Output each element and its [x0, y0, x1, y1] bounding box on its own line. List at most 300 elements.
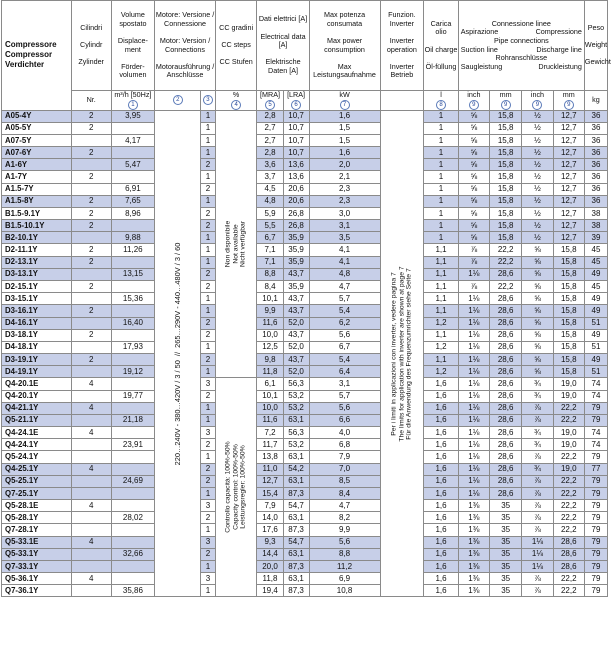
suction-inch-cell: ⅝: [458, 147, 489, 159]
weight-cell: 49: [584, 293, 607, 305]
suction-mm-cell: 35: [489, 500, 521, 512]
suction-inch-cell: 1⅛: [458, 341, 489, 353]
header-pipe-connections: Connessione linee Aspirazione Compressione Pipe connections Suction line Discharge line Rohranschlüsse Saugleistung Druckleistung: [458, 1, 584, 91]
mra-cell: 14,0: [257, 512, 283, 524]
mra-cell: 11,8: [257, 366, 283, 378]
suction-mm-cell: 28,6: [489, 268, 521, 280]
discharge-inch-cell: ⅞: [522, 500, 553, 512]
table-row: [2, 378, 608, 390]
weight-cell: 74: [584, 439, 607, 451]
discharge-mm-cell: 22,2: [553, 414, 584, 426]
volume-cell: 4,17: [111, 134, 155, 146]
power-cell: 5,4: [309, 305, 380, 317]
weight-cell: 79: [584, 512, 607, 524]
volume-cell: 16,40: [111, 317, 155, 329]
cylinders-cell: [71, 487, 111, 499]
power-cell: 2,3: [309, 183, 380, 195]
suction-inch-cell: 1⅛: [458, 317, 489, 329]
power-cell: 4,0: [309, 427, 380, 439]
discharge-mm-cell: 12,7: [553, 110, 584, 122]
discharge-inch-cell: ⅝: [522, 293, 553, 305]
unit-suction-inch: inch 9: [458, 91, 489, 111]
cylinders-cell: [71, 341, 111, 353]
discharge-inch-cell: 1⅛: [522, 548, 553, 560]
table-row: [2, 244, 608, 256]
model-cell: Q5-21.1Y: [2, 414, 72, 426]
suction-inch-cell: 1⅛: [458, 305, 489, 317]
discharge-inch-cell: ⅝: [522, 366, 553, 378]
motor-cell: 2: [201, 475, 216, 487]
cylinders-cell: 2: [71, 110, 111, 122]
suction-inch-cell: 1⅛: [458, 329, 489, 341]
discharge-inch-cell: ¾: [522, 463, 553, 475]
lra-cell: 52,0: [283, 366, 309, 378]
power-cell: 8,8: [309, 548, 380, 560]
power-cell: 3,1: [309, 378, 380, 390]
table-row: [2, 354, 608, 366]
suction-mm-cell: 22,2: [489, 281, 521, 293]
table-row: [2, 548, 608, 560]
motor-cell: 1: [201, 171, 216, 183]
table-row: [2, 390, 608, 402]
discharge-mm-cell: 12,7: [553, 171, 584, 183]
unit-motor-b: 3: [201, 91, 216, 111]
discharge-mm-cell: 15,8: [553, 305, 584, 317]
model-cell: D3-19.1Y: [2, 354, 72, 366]
power-cell: 1,5: [309, 134, 380, 146]
power-cell: 6,7: [309, 341, 380, 353]
cylinders-cell: [71, 183, 111, 195]
table-row: [2, 232, 608, 244]
discharge-inch-cell: ⅝: [522, 268, 553, 280]
suction-inch-cell: ⅞: [458, 281, 489, 293]
suction-inch-cell: 1⅜: [458, 512, 489, 524]
cylinders-cell: 2: [71, 147, 111, 159]
suction-mm-cell: 28,6: [489, 390, 521, 402]
discharge-mm-cell: 19,0: [553, 390, 584, 402]
mra-cell: 9,3: [257, 536, 283, 548]
suction-mm-cell: 35: [489, 560, 521, 572]
cylinders-cell: [71, 439, 111, 451]
oil-cell: 1,1: [424, 329, 458, 341]
volume-cell: [111, 524, 155, 536]
suction-inch-cell: 1⅛: [458, 463, 489, 475]
discharge-inch-cell: ¾: [522, 378, 553, 390]
motor-cell: 2: [201, 317, 216, 329]
cylinders-cell: 2: [71, 171, 111, 183]
motor-cell: 2: [201, 207, 216, 219]
discharge-mm-cell: 15,8: [553, 366, 584, 378]
power-cell: 6,2: [309, 317, 380, 329]
motor-cell: 1: [201, 293, 216, 305]
mra-cell: 11,6: [257, 317, 283, 329]
oil-cell: 1: [424, 134, 458, 146]
model-cell: Q4-20.1E: [2, 378, 72, 390]
cylinders-cell: 2: [71, 256, 111, 268]
volume-cell: 17,93: [111, 341, 155, 353]
mra-cell: 5,5: [257, 220, 283, 232]
weight-cell: 79: [584, 414, 607, 426]
discharge-inch-cell: ⅞: [522, 475, 553, 487]
model-cell: A07-5Y: [2, 134, 72, 146]
oil-cell: 1,6: [424, 560, 458, 572]
discharge-inch-cell: ⅞: [522, 524, 553, 536]
volume-cell: [111, 147, 155, 159]
volume-cell: [111, 378, 155, 390]
oil-cell: 1,2: [424, 341, 458, 353]
lra-cell: 53,2: [283, 390, 309, 402]
weight-cell: 45: [584, 256, 607, 268]
suction-inch-cell: 1⅛: [458, 427, 489, 439]
power-cell: 5,6: [309, 402, 380, 414]
suction-inch-cell: ⅝: [458, 110, 489, 122]
suction-inch-cell: 1⅛: [458, 390, 489, 402]
mra-cell: 17,6: [257, 524, 283, 536]
suction-mm-cell: 28,6: [489, 414, 521, 426]
discharge-mm-cell: 19,0: [553, 439, 584, 451]
lra-cell: 87,3: [283, 524, 309, 536]
power-cell: 10,8: [309, 585, 380, 597]
suction-mm-cell: 15,8: [489, 232, 521, 244]
model-cell: Q7-28.1Y: [2, 524, 72, 536]
discharge-mm-cell: 22,2: [553, 402, 584, 414]
model-cell: D3-16.1Y: [2, 305, 72, 317]
cylinders-cell: [71, 159, 111, 171]
weight-cell: 36: [584, 147, 607, 159]
unit-volume: m³/h [50Hz] 1: [111, 91, 155, 111]
suction-inch-cell: 1⅛: [458, 439, 489, 451]
power-cell: 6,8: [309, 439, 380, 451]
oil-cell: 1,6: [424, 585, 458, 597]
lra-cell: 54,7: [283, 536, 309, 548]
suction-inch-cell: 1⅜: [458, 524, 489, 536]
cylinders-cell: 4: [71, 463, 111, 475]
discharge-mm-cell: 15,8: [553, 317, 584, 329]
motor-cell: 2: [201, 463, 216, 475]
table-row: [2, 500, 608, 512]
discharge-mm-cell: 28,6: [553, 560, 584, 572]
mra-cell: 12,7: [257, 475, 283, 487]
volume-cell: 23,91: [111, 439, 155, 451]
discharge-inch-cell: ½: [522, 220, 553, 232]
mra-cell: 6,7: [257, 232, 283, 244]
suction-mm-cell: 22,2: [489, 256, 521, 268]
weight-cell: 77: [584, 463, 607, 475]
header-volume: Volume spostato Displace-ment Förder-volumen: [111, 1, 155, 91]
volume-cell: 3,95: [111, 110, 155, 122]
mra-cell: 7,1: [257, 256, 283, 268]
power-cell: 8,2: [309, 512, 380, 524]
discharge-mm-cell: 12,7: [553, 147, 584, 159]
oil-cell: 1,1: [424, 305, 458, 317]
oil-cell: 1,6: [424, 548, 458, 560]
volume-cell: [111, 171, 155, 183]
discharge-inch-cell: ⅞: [522, 402, 553, 414]
model-cell: Q5-24.1Y: [2, 451, 72, 463]
cc-not-available-note: Non disponibile Not available Nicht verfügbar: [215, 110, 257, 378]
weight-cell: 79: [584, 585, 607, 597]
model-cell: Q7-25.1Y: [2, 487, 72, 499]
volume-cell: 5,47: [111, 159, 155, 171]
lra-cell: 63,1: [283, 512, 309, 524]
discharge-mm-cell: 22,2: [553, 573, 584, 585]
suction-mm-cell: 28,6: [489, 451, 521, 463]
power-cell: 1,6: [309, 147, 380, 159]
volume-cell: [111, 354, 155, 366]
mra-cell: 3,7: [257, 171, 283, 183]
weight-cell: 79: [584, 548, 607, 560]
suction-inch-cell: 1⅛: [458, 366, 489, 378]
cylinders-cell: [71, 134, 111, 146]
discharge-mm-cell: 22,2: [553, 500, 584, 512]
discharge-mm-cell: 22,2: [553, 512, 584, 524]
suction-mm-cell: 35: [489, 512, 521, 524]
oil-cell: 1,6: [424, 512, 458, 524]
discharge-inch-cell: ⅞: [522, 512, 553, 524]
oil-cell: 1: [424, 220, 458, 232]
volume-cell: 7,65: [111, 195, 155, 207]
oil-cell: 1,1: [424, 268, 458, 280]
lra-cell: 43,7: [283, 305, 309, 317]
suction-inch-cell: ⅝: [458, 232, 489, 244]
model-cell: Q4-24.1E: [2, 427, 72, 439]
volume-cell: [111, 463, 155, 475]
discharge-inch-cell: 1⅛: [522, 536, 553, 548]
oil-cell: 1,1: [424, 354, 458, 366]
power-cell: 1,5: [309, 122, 380, 134]
table-row: [2, 427, 608, 439]
volume-cell: 9,88: [111, 232, 155, 244]
model-cell: B2-10.1Y: [2, 232, 72, 244]
weight-cell: 79: [584, 560, 607, 572]
weight-cell: 79: [584, 487, 607, 499]
weight-cell: 79: [584, 451, 607, 463]
discharge-inch-cell: ½: [522, 159, 553, 171]
unit-motor: 2: [155, 91, 201, 111]
power-cell: 1,6: [309, 110, 380, 122]
cylinders-cell: [71, 232, 111, 244]
table-row: [2, 512, 608, 524]
suction-mm-cell: 28,6: [489, 427, 521, 439]
table-row: [2, 463, 608, 475]
mra-cell: 12,5: [257, 341, 283, 353]
volume-cell: 24,69: [111, 475, 155, 487]
mra-cell: 2,8: [257, 110, 283, 122]
weight-cell: 74: [584, 390, 607, 402]
power-cell: 8,5: [309, 475, 380, 487]
weight-cell: 36: [584, 195, 607, 207]
table-row: [2, 256, 608, 268]
model-cell: D2-13.1Y: [2, 256, 72, 268]
weight-cell: 39: [584, 232, 607, 244]
lra-cell: 63,1: [283, 573, 309, 585]
unit-inverter: [380, 91, 424, 111]
oil-cell: 1,1: [424, 244, 458, 256]
motor-voltage-note: 220…240V - 380…420V / 3 / 50 // 265…290V - 440…480V / 3 / 60: [155, 110, 201, 597]
table-row: [2, 487, 608, 499]
discharge-inch-cell: ¾: [522, 439, 553, 451]
volume-cell: 32,66: [111, 548, 155, 560]
lra-cell: 43,7: [283, 293, 309, 305]
motor-cell: 2: [201, 183, 216, 195]
model-cell: Q4-25.1Y: [2, 463, 72, 475]
oil-cell: 1,6: [424, 427, 458, 439]
table-row: [2, 134, 608, 146]
oil-cell: 1,6: [424, 414, 458, 426]
table-row: [2, 573, 608, 585]
mra-cell: 2,7: [257, 122, 283, 134]
discharge-mm-cell: 28,6: [553, 536, 584, 548]
power-cell: 5,7: [309, 390, 380, 402]
model-cell: Q7-36.1Y: [2, 585, 72, 597]
unit-weight: kg: [584, 91, 607, 111]
oil-cell: 1: [424, 159, 458, 171]
lra-cell: 10,7: [283, 134, 309, 146]
motor-cell: 1: [201, 195, 216, 207]
oil-cell: 1,6: [424, 378, 458, 390]
volume-cell: 8,96: [111, 207, 155, 219]
discharge-mm-cell: 12,7: [553, 207, 584, 219]
cylinders-cell: [71, 293, 111, 305]
suction-mm-cell: 15,8: [489, 159, 521, 171]
lra-cell: 13,6: [283, 159, 309, 171]
power-cell: 9,9: [309, 524, 380, 536]
oil-cell: 1,6: [424, 439, 458, 451]
header-weight: Peso Weight Gewicht: [584, 1, 607, 91]
table-row: [2, 329, 608, 341]
mra-cell: 10,1: [257, 293, 283, 305]
cylinders-cell: 4: [71, 500, 111, 512]
cylinders-cell: [71, 366, 111, 378]
header-motor: Motore: Versione / Connessione Motor: Version / Connections Motorausführung / Anschlüsse: [155, 1, 215, 91]
suction-inch-cell: 1⅛: [458, 487, 489, 499]
lra-cell: 56,3: [283, 378, 309, 390]
volume-cell: 13,15: [111, 268, 155, 280]
mra-cell: 4,5: [257, 183, 283, 195]
cylinders-cell: 2: [71, 329, 111, 341]
motor-cell: 1: [201, 585, 216, 597]
suction-mm-cell: 15,8: [489, 122, 521, 134]
cylinders-cell: [71, 585, 111, 597]
unit-suction-mm: mm 9: [489, 91, 521, 111]
volume-cell: [111, 281, 155, 293]
suction-inch-cell: 1⅛: [458, 293, 489, 305]
power-cell: 7,9: [309, 451, 380, 463]
model-cell: A07-6Y: [2, 147, 72, 159]
lra-cell: 63,1: [283, 451, 309, 463]
discharge-inch-cell: ⅞: [522, 414, 553, 426]
suction-inch-cell: ⅝: [458, 220, 489, 232]
discharge-inch-cell: ⅝: [522, 281, 553, 293]
weight-cell: 74: [584, 378, 607, 390]
mra-cell: 19,4: [257, 585, 283, 597]
cylinders-cell: [71, 524, 111, 536]
mra-cell: 13,8: [257, 451, 283, 463]
power-cell: 2,1: [309, 171, 380, 183]
oil-cell: 1: [424, 147, 458, 159]
discharge-inch-cell: ½: [522, 183, 553, 195]
suction-mm-cell: 28,6: [489, 366, 521, 378]
lra-cell: 63,1: [283, 414, 309, 426]
oil-cell: 1: [424, 171, 458, 183]
model-cell: D3-18.1Y: [2, 329, 72, 341]
discharge-mm-cell: 15,8: [553, 256, 584, 268]
weight-cell: 51: [584, 341, 607, 353]
cylinders-cell: 4: [71, 427, 111, 439]
suction-mm-cell: 35: [489, 536, 521, 548]
weight-cell: 79: [584, 402, 607, 414]
oil-cell: 1: [424, 232, 458, 244]
suction-inch-cell: ⅝: [458, 134, 489, 146]
cylinders-cell: 4: [71, 402, 111, 414]
motor-cell: 2: [201, 439, 216, 451]
lra-cell: 54,2: [283, 463, 309, 475]
discharge-mm-cell: 19,0: [553, 427, 584, 439]
motor-cell: 2: [201, 390, 216, 402]
volume-cell: [111, 329, 155, 341]
cylinders-cell: [71, 268, 111, 280]
power-cell: 2,0: [309, 159, 380, 171]
discharge-mm-cell: 15,8: [553, 281, 584, 293]
mra-cell: 8,4: [257, 281, 283, 293]
table-row: [2, 122, 608, 134]
model-cell: D4-19.1Y: [2, 366, 72, 378]
power-cell: 3,5: [309, 232, 380, 244]
discharge-mm-cell: 19,0: [553, 463, 584, 475]
mra-cell: 10,1: [257, 390, 283, 402]
suction-inch-cell: 1⅛: [458, 475, 489, 487]
suction-mm-cell: 28,6: [489, 293, 521, 305]
volume-cell: [111, 256, 155, 268]
table-row: [2, 220, 608, 232]
oil-cell: 1: [424, 183, 458, 195]
discharge-inch-cell: ½: [522, 147, 553, 159]
weight-cell: 38: [584, 220, 607, 232]
oil-cell: 1,6: [424, 451, 458, 463]
suction-mm-cell: 28,6: [489, 475, 521, 487]
mra-cell: 11,0: [257, 463, 283, 475]
mra-cell: 8,8: [257, 268, 283, 280]
suction-inch-cell: 1⅛: [458, 354, 489, 366]
motor-cell: 2: [201, 159, 216, 171]
cylinders-cell: [71, 475, 111, 487]
suction-mm-cell: 28,6: [489, 439, 521, 451]
header-oil: Carica olio Oil charge Öl-füllung: [424, 1, 458, 91]
motor-cell: 1: [201, 451, 216, 463]
lra-cell: 43,7: [283, 329, 309, 341]
weight-cell: 36: [584, 183, 607, 195]
suction-inch-cell: 1⅜: [458, 548, 489, 560]
weight-cell: 79: [584, 536, 607, 548]
weight-cell: 79: [584, 500, 607, 512]
volume-cell: 6,91: [111, 183, 155, 195]
cylinders-cell: [71, 512, 111, 524]
motor-cell: 1: [201, 134, 216, 146]
cylinders-cell: 2: [71, 220, 111, 232]
motor-cell: 2: [201, 329, 216, 341]
volume-cell: 35,86: [111, 585, 155, 597]
motor-cell: 1: [201, 414, 216, 426]
motor-cell: 3: [201, 536, 216, 548]
discharge-mm-cell: 15,8: [553, 293, 584, 305]
discharge-inch-cell: ¾: [522, 427, 553, 439]
motor-cell: 1: [201, 524, 216, 536]
mra-cell: 10,0: [257, 402, 283, 414]
oil-cell: 1,6: [424, 536, 458, 548]
model-cell: A1.5-8Y: [2, 195, 72, 207]
discharge-mm-cell: 12,7: [553, 159, 584, 171]
discharge-mm-cell: 15,8: [553, 341, 584, 353]
